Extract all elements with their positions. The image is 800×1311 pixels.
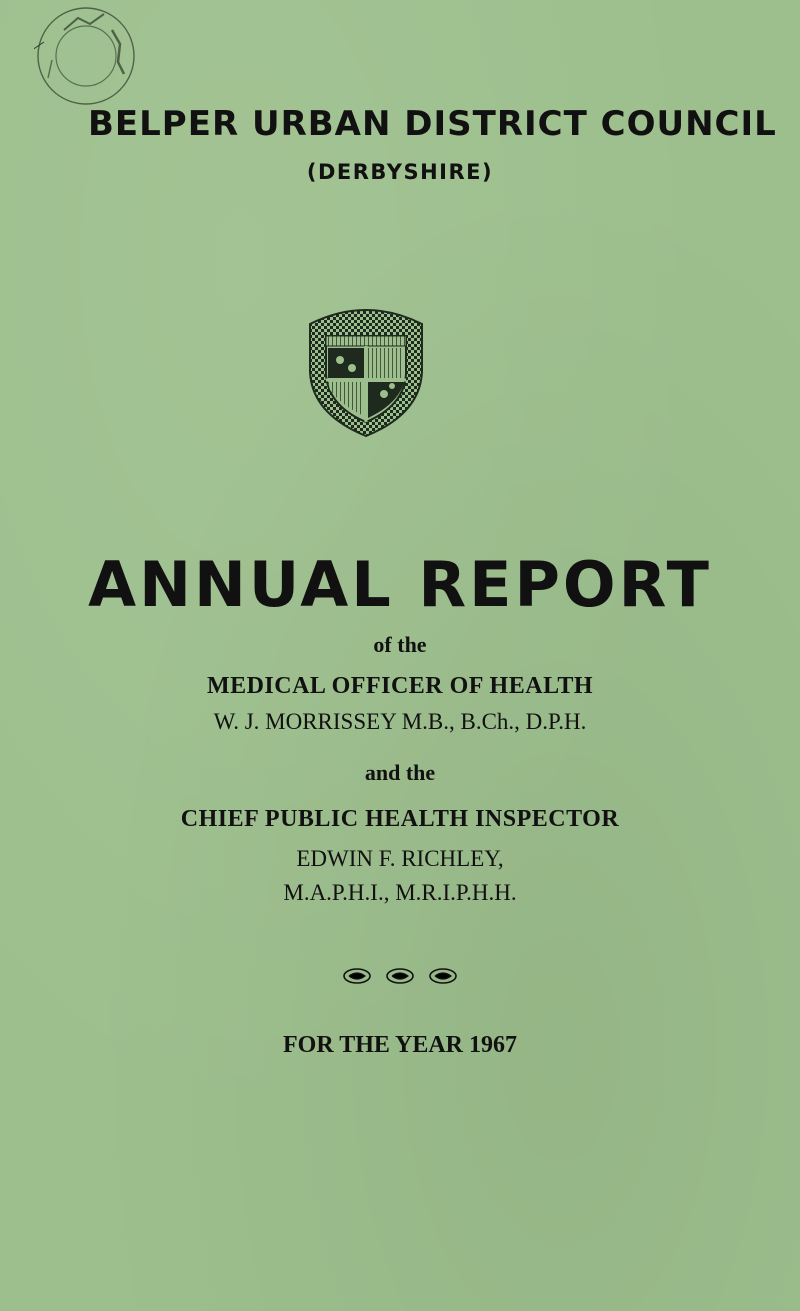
ornament-divider-icon: [341, 966, 459, 986]
county-name: (DERBYSHIRE): [306, 160, 494, 184]
report-year: FOR THE YEAR 1967: [282, 1032, 518, 1058]
inspector-name: EDWIN F. RICHLEY,: [296, 846, 504, 871]
inspector-qualifications: M.A.P.H.I., M.R.I.P.H.H.: [283, 880, 517, 905]
report-title: ANNUAL REPORT: [88, 548, 712, 621]
medical-officer-role: MEDICAL OFFICER OF HEALTH: [206, 673, 594, 699]
of-the-text: of the: [373, 632, 427, 657]
council-name: BELPER URBAN DISTRICT COUNCIL: [88, 104, 777, 144]
coat-of-arms-icon: [300, 302, 432, 440]
and-the-text: and the: [364, 760, 436, 785]
inspector-role: CHIEF PUBLIC HEALTH INSPECTOR: [180, 806, 620, 832]
library-stamp-icon: [34, 0, 144, 118]
medical-officer-name: W. J. MORRISSEY M.B., B.Ch., D.P.H.: [213, 709, 587, 734]
